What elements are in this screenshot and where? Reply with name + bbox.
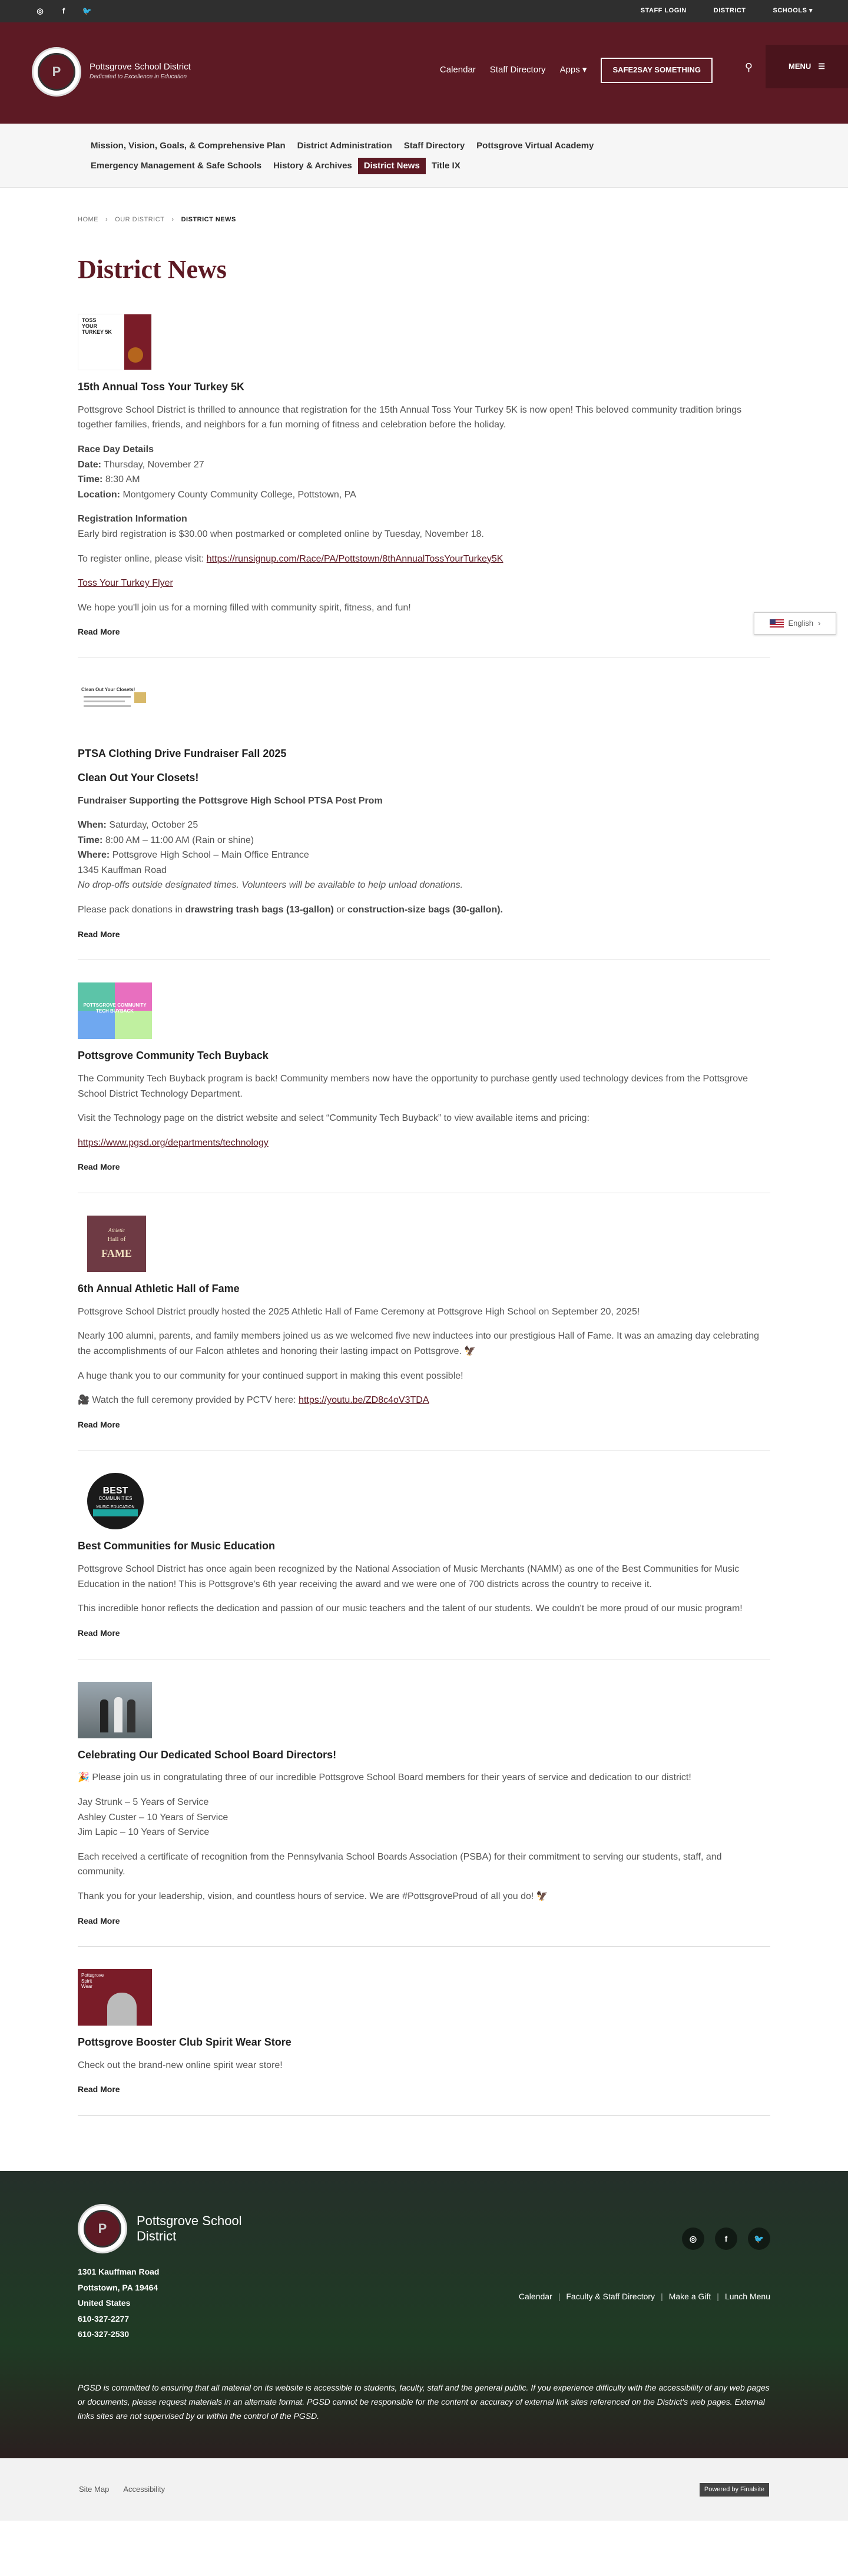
search-icon[interactable]: ⚲ [744, 61, 753, 73]
menu-button[interactable] [766, 45, 848, 88]
subnav-item-staff-directory[interactable]: Staff Directory [403, 141, 465, 151]
hamburger-icon: ☰ [818, 61, 825, 71]
post-thumbnail[interactable]: TOSS YOUR TURKEY 5K [78, 314, 152, 370]
subnav-item-history[interactable]: History & Archives [273, 161, 352, 171]
post-thumbnail[interactable] [78, 1682, 152, 1738]
us-flag-icon [770, 619, 784, 628]
read-more-link[interactable]: Read More [78, 1162, 120, 1172]
section-nav [0, 124, 848, 188]
technology-link[interactable]: https://www.pgsd.org/departments/technology [78, 1137, 269, 1148]
language-label: English [788, 618, 814, 628]
read-more-link[interactable]: Read More [78, 627, 120, 637]
accessibility-disclaimer: PGSD is committed to ensuring that all material on its website is accessible to students, faculty, staff and the general public. If you experience difficulty with the accessibility of any web pages or documents, please request materials in an alternate format. PGSD cannot be responsible for the content or accuracy of external link sites referenced on the District's web pages. External links sites are not supervised by or within the control of the PGSD. [78, 2383, 770, 2421]
school-tagline: Dedicated to Excellence in Education [90, 74, 187, 80]
subnav-item-virtual-academy[interactable]: Pottsgrove Virtual Academy [476, 141, 594, 151]
post-body: Thank you for your leadership, vision, and countless hours of service. We are #PottsgroveProud of all you do! 🦅 [78, 1891, 548, 1901]
site-footer [0, 2171, 848, 2458]
phone-link[interactable]: 610-327-2277 [78, 2313, 130, 2323]
instagram-icon[interactable]: ◎ [682, 2228, 704, 2250]
calendar-link[interactable]: Calendar [439, 65, 476, 75]
news-post [78, 1969, 770, 2116]
registration-link[interactable]: https://runsignup.com/Race/PA/Pottstown/8thAnnualTossYourTurkey5K [206, 553, 504, 564]
news-post [78, 314, 770, 658]
falcon-icon: P [38, 53, 75, 91]
post-body: Pottsgrove School District has once again been recognized by the National Association of Music Merchants (NAMM) as one of the Best Communities for Music Education in the nation! This is Pottsgrove's 6th year receiving the award and we were one of 700 districts across the country to receive it. [78, 1564, 740, 1589]
post-body: 🎥 Watch the full ceremony provided by PCTV here: https://youtu.be/ZD8c4oV3TDA [78, 1395, 429, 1406]
news-post [78, 1682, 770, 1947]
safe2say-button[interactable]: SAFE2SAY SOMETHING [601, 58, 713, 83]
post-thumbnail[interactable]: BEST COMMUNITIES MUSIC EDUCATION [78, 1473, 152, 1529]
menu-label: MENU [789, 61, 811, 71]
main-content [78, 188, 770, 2171]
chevron-right-icon: › [171, 216, 174, 223]
post-title[interactable]: Celebrating Our Dedicated School Board Directors! [78, 1748, 337, 1761]
read-more-link[interactable]: Read More [78, 1419, 120, 1429]
footer-directory-link[interactable]: Faculty & Staff Directory [566, 2292, 655, 2302]
twitter-icon[interactable]: 🐦 [82, 6, 92, 15]
read-more-link[interactable]: Read More [78, 1916, 120, 1926]
post-body: The Community Tech Buyback program is back! Community members now have the opportunity to purchase gently used technology devices from the Pottsgrove School District Technology Department. [78, 1074, 748, 1099]
post-thumbnail[interactable]: Athletic Hall of FAME [78, 1216, 152, 1272]
post-body: We hope you'll join us for a morning filled with community spirit, fitness, and fun! [78, 602, 411, 613]
footer-logo[interactable] [78, 2204, 770, 2253]
post-body: 🎉 Please join us in congratulating three of our incredible Pottsgrove School Board members for their years of service and dedication to our district! [78, 1772, 691, 1783]
breadcrumb-current: DISTRICT NEWS [181, 216, 236, 223]
post-body: Visit the Technology page on the district website and select “Community Tech Buyback” to view available items and pricing: [78, 1113, 589, 1124]
footer-lunch-link[interactable]: Lunch Menu [724, 2292, 770, 2302]
subnav-item-emergency[interactable]: Emergency Management & Safe Schools [91, 161, 262, 171]
accessibility-link[interactable]: Accessibility [123, 2485, 165, 2494]
subnav-item-district-news[interactable]: District News [358, 158, 426, 174]
footer-calendar-link[interactable]: Calendar [518, 2292, 552, 2302]
news-post [78, 680, 770, 960]
subnav-item-title-ix[interactable]: Title IX [431, 161, 461, 171]
district-logo[interactable] [32, 47, 191, 97]
breadcrumb [78, 215, 770, 225]
footer-address: 1301 Kauffman Road Pottstown, PA 19464 United States 610-327-2277 610-327-2530 [78, 2264, 770, 2342]
news-post [78, 982, 770, 1193]
facebook-icon[interactable]: f [62, 6, 65, 15]
post-body: This incredible honor reflects the dedication and passion of our music teachers and the talent of our students. We couldn't be more proud of our music program! [78, 1604, 743, 1614]
post-subtitle: Clean Out Your Closets! [78, 771, 199, 784]
post-body: Registration Information Early bird registration is $30.00 when postmarked or completed online by Tuesday, November 18. [78, 514, 484, 539]
read-more-link[interactable]: Read More [78, 929, 120, 939]
page-title: District News [78, 254, 227, 284]
post-body: Nearly 100 alumni, parents, and family members joined us as we welcomed five new inductees into our prestigious Hall of Fame. It was an amazing day celebrating the accomplishments of our Falcon athletes and honoring their lasting impact on Pottsgrove. 🦅 [78, 1331, 760, 1356]
read-more-link[interactable]: Read More [78, 1628, 120, 1638]
chevron-right-icon: › [105, 216, 108, 223]
news-post [78, 1473, 770, 1659]
post-title[interactable]: 15th Annual Toss Your Turkey 5K [78, 380, 245, 393]
breadcrumb-home[interactable]: HOME [78, 216, 98, 223]
footer-links: Calendar | Faculty & Staff Directory | Make a Gift | Lunch Menu [519, 2290, 770, 2303]
staff-directory-link[interactable]: Staff Directory [489, 65, 546, 75]
post-title[interactable]: Best Communities for Music Education [78, 1540, 276, 1552]
post-thumbnail[interactable]: POTTSGROVE COMMUNITY TECH BUYBACK [78, 982, 152, 1039]
staff-login-link[interactable]: STAFF LOGIN [640, 7, 687, 15]
fax-number: 610-327-2530 [78, 2329, 130, 2339]
post-body: Race Day Details Date: Thursday, November 27 Time: 8:30 AM Location: Montgomery County Community College, Pottstown, PA [78, 444, 356, 500]
footer-school-name: Pottsgrove School District [137, 2213, 242, 2244]
site-map-link[interactable]: Site Map [79, 2485, 110, 2494]
flyer-link[interactable]: Toss Your Turkey Flyer [78, 578, 173, 589]
school-name: Pottsgrove School District [90, 62, 191, 72]
post-title[interactable]: Pottsgrove Community Tech Buyback [78, 1050, 269, 1062]
subnav-item-administration[interactable]: District Administration [297, 141, 392, 151]
facebook-icon[interactable]: f [715, 2228, 737, 2250]
post-body: Pottsgrove School District proudly hosted the 2025 Athletic Hall of Fame Ceremony at Pottsgrove High School on September 20, 2025! [78, 1306, 640, 1317]
post-body: To register online, please visit: https://runsignup.com/Race/PA/Pottstown/8thAnnualTossYourTurkey5K [78, 553, 504, 564]
bottom-bar [0, 2458, 848, 2521]
twitter-icon[interactable]: 🐦 [748, 2228, 770, 2250]
post-title[interactable]: PTSA Clothing Drive Fundraiser Fall 2025 [78, 747, 287, 759]
video-link[interactable]: https://youtu.be/ZD8c4oV3TDA [299, 1395, 429, 1406]
apps-dropdown[interactable]: Apps ▾ [559, 65, 587, 75]
district-link[interactable]: DISTRICT [713, 7, 746, 15]
subnav-item-mission[interactable]: Mission, Vision, Goals, & Comprehensive Plan [91, 141, 286, 151]
utility-bar [0, 0, 848, 22]
site-header [0, 22, 848, 124]
post-body: Please pack donations in drawstring trash bags (13-gallon) or construction-size bags (30-gallon). [78, 905, 503, 915]
post-body: Pottsgrove School District is thrilled to announce that registration for the 15th Annual Toss Your Turkey 5K is now open! This beloved community tradition brings together families, friends, and neighbors for a fun morning of fitness and celebration before the holiday. [78, 404, 742, 430]
post-title[interactable]: Pottsgrove Booster Club Spirit Wear Store [78, 2036, 292, 2049]
post-body: Check out the brand-new online spirit wear store! [78, 2060, 283, 2070]
chevron-right-icon: › [818, 618, 821, 628]
instagram-icon[interactable]: ◎ [37, 6, 44, 15]
post-thumbnail[interactable]: Pottsgrove Spirit Wear [78, 1969, 152, 2026]
read-more-link[interactable]: Read More [78, 2084, 120, 2094]
post-body: Each received a certificate of recognition from the Pennsylvania School Boards Association (PSBA) for their commitment to serving our students, staff, and community. [78, 1851, 722, 1877]
post-thumbnail[interactable]: Clean Out Your Closets! [78, 680, 152, 737]
top-social-links [35, 6, 92, 16]
post-body: A huge thank you to our community for your continued support in making this event possible! [78, 1370, 463, 1381]
powered-by-badge[interactable]: Powered by Finalsite [700, 2483, 769, 2497]
schools-dropdown[interactable]: SCHOOLS ▾ [773, 7, 813, 15]
district-seal [78, 2204, 127, 2253]
news-post [78, 1216, 770, 1450]
footer-gift-link[interactable]: Make a Gift [668, 2292, 711, 2302]
footer-social [682, 2228, 770, 2250]
post-body: Jay Strunk – 5 Years of Service Ashley Custer – 10 Years of Service Jim Lapic – 10 Years of Service [78, 1797, 228, 1838]
header-nav [440, 58, 713, 83]
post-body: When: Saturday, October 25 Time: 8:00 AM – 11:00 AM (Rain or shine) Where: Pottsgrove High School – Main Office Entrance 1345 Kauffman Road No drop-offs outside designated times. Volunteers will be available to help unload donations. [78, 820, 463, 891]
language-selector[interactable] [754, 612, 836, 635]
post-title[interactable]: 6th Annual Athletic Hall of Fame [78, 1283, 240, 1295]
district-seal [32, 47, 81, 97]
post-subhead: Fundraiser Supporting the Pottsgrove High School PTSA Post Prom [78, 795, 383, 806]
falcon-icon: P [84, 2210, 121, 2248]
top-links [641, 6, 813, 16]
breadcrumb-our-district[interactable]: OUR DISTRICT [115, 216, 165, 223]
